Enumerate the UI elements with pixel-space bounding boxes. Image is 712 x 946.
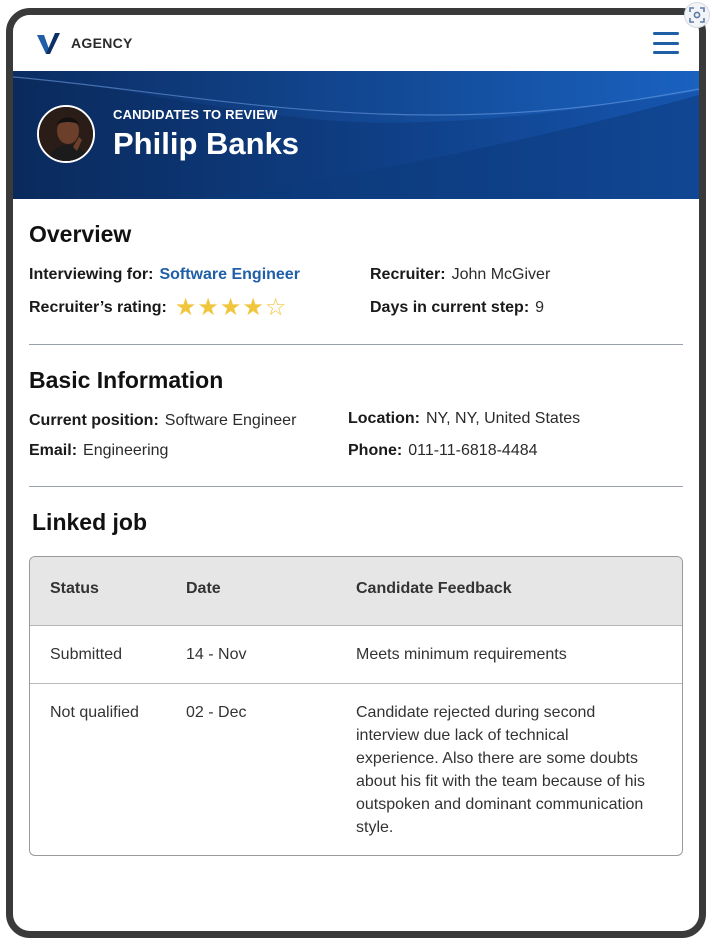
row-status: Not qualified [50,704,139,721]
star-empty-icon: ☆ [264,294,287,321]
avatar [37,105,95,163]
banner-content [37,105,299,163]
interviewing-for-field [29,266,370,284]
column-header-status: Status [50,580,99,597]
recruiter-field [370,266,683,284]
candidate-banner [13,71,699,199]
interviewing-for-link[interactable]: Software Engineer [159,266,300,283]
location-value: NY, NY, United States [426,410,581,427]
basic-info-section [13,345,699,460]
recruiter-value: John McGiver [451,266,551,283]
interviewing-for-label: Interviewing for: [29,266,154,283]
row-feedback: Meets minimum requirements [356,646,567,663]
agency-logo-icon [35,31,61,55]
device-frame [6,8,706,938]
overview-title: Overview [29,221,132,247]
brand-label: AGENCY [71,35,133,51]
linked-job-section [13,487,699,536]
location-label: Location: [348,410,420,427]
row-date: 14 - Nov [186,646,247,663]
scan-icon [689,7,705,23]
row-feedback: Candidate rejected during second interview due lack of technical experience. Also there are some doubts about his fit with the team because of his outspoken and dominant communication style. [356,704,646,836]
email-label: Email: [29,442,78,459]
person-avatar-icon [39,107,95,163]
email-field [29,442,348,460]
basic-info-title: Basic Information [29,367,224,393]
rating-label: Recruiter’s rating: [29,299,167,316]
screenshot-icon[interactable] [684,2,710,28]
email-value[interactable]: Engineering [83,442,169,459]
column-header-feedback: Candidate Feedback [356,580,512,597]
phone-label: Phone: [348,442,403,459]
rating-field [29,296,370,320]
star-filled-icon: ★ [197,294,219,321]
location-field [348,408,683,430]
brand[interactable] [35,31,133,55]
current-position-label: Current position: [29,412,159,429]
star-filled-icon: ★ [219,294,242,321]
phone-value[interactable]: 011-11-6818-4484 [408,442,538,459]
overview-fields [29,266,683,320]
linked-job-title: Linked job [32,509,147,535]
star-filled-icon: ★ [242,294,264,321]
table-row[interactable] [30,625,682,683]
current-position-value: Software Engineer [164,412,297,429]
hamburger-menu-icon[interactable] [653,32,679,54]
row-status: Submitted [50,646,123,663]
column-header-date: Date [186,580,221,597]
star-filled-icon: ★ [174,294,197,321]
days-label: Days in current step: [370,299,530,316]
row-date: 02 - Dec [186,704,247,721]
banner-eyebrow: CANDIDATES TO REVIEW [113,106,278,122]
current-position-field [29,412,348,430]
banner-text [113,107,299,162]
recruiter-label: Recruiter: [370,266,446,283]
star-rating [175,296,287,320]
days-value: 9 [535,299,545,316]
basic-info-fields [29,412,683,460]
days-field [370,296,683,320]
candidate-name: Philip Banks [113,125,300,161]
overview-section [13,199,699,320]
phone-field [348,442,683,460]
top-bar [13,15,699,71]
table-row[interactable] [30,683,682,855]
linked-job-table [29,556,683,856]
table-header [30,557,682,625]
